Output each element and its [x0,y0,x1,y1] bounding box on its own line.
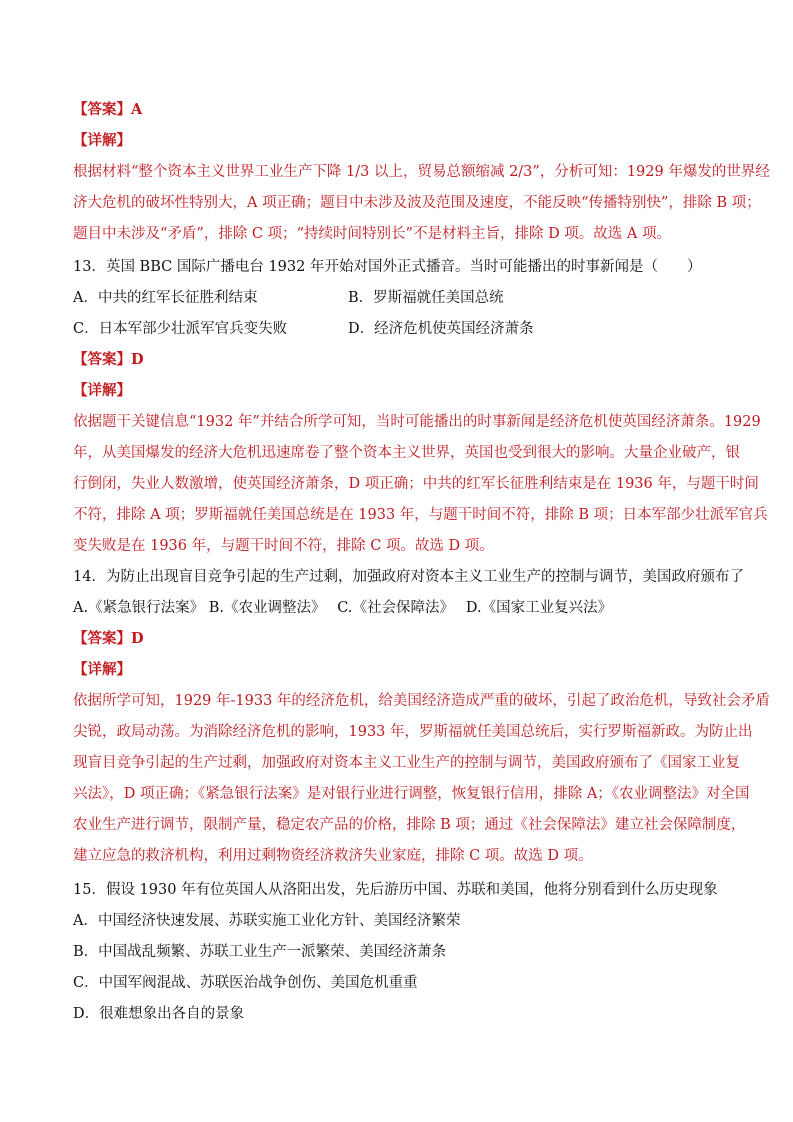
q13-option-b: B．罗斯福就任美国总统 [348,290,504,306]
explanation-line: 济大危机的破坏性特别大，A 项正确；题目中未涉及波及范围及速度，不能反映“传播特别快”，排除 B 项； [73,195,761,211]
q15-option-b: B．中国战乱频繁、苏联工业生产一派繁荣、美国经济萧条 [73,944,447,960]
question-14: 14．为防止出现盲目竞争引起的生产过剩，加强政府对资本主义工业生产的控制与调节，美国政府颁布了 [73,569,744,585]
detail-label: 【详解】 [73,661,131,678]
answer-label: 【答案】D [73,630,144,647]
answer-label: 【答案】D [73,351,144,368]
question-13: 13．英国 BBC 国际广播电台 1932 年开始对国外正式播音。当时可能播出的时事新闻是（ ） [73,259,702,275]
explanation-line: 依据题干关键信息“1932 年”并结合所学可知，当时可能播出的时事新闻是经济危机使英国经济萧条。1929 [73,414,761,430]
answer-label: 【答案】A [73,101,143,118]
q13-option-d: D．经济危机使英国经济萧条 [348,321,534,337]
q15-option-d: D．很难想象出各自的景象 [73,1006,245,1022]
explanation-line: 变失败是在 1936 年，与题干时间不符，排除 C 项。故选 D 项。 [73,538,494,554]
explanation-line: 尖锐，政局动荡。为消除经济危机的影响，1933 年，罗斯福就任美国总统后，实行罗斯福新政。为防止出 [73,724,753,740]
q15-option-c: C．中国军阀混战、苏联医治战争创伤、美国危机重重 [73,975,418,991]
question-15: 15．假设 1930 年有位英国人从洛阳出发，先后游历中国、苏联和美国，他将分别看到什么历史现象 [73,882,718,898]
explanation-line: 题目中未涉及“矛盾”，排除 C 项；“持续时间特别长”不是材料主旨，排除 D 项。故选 A 项。 [73,226,671,242]
explanation-line: 行倒闭，失业人数激增，使英国经济萧条，D 项正确；中共的红军长征胜利结束是在 1936 年，与题干时间 [73,476,759,492]
explanation-line: 农业生产进行调节，限制产量，稳定农产品的价格，排除 B 项；通过《社会保障法》建立社会保障制度， [73,817,746,833]
explanation-line: 年，从美国爆发的经济大危机迅速席卷了整个资本主义世界，英国也受到很大的影响。大量企业破产，银 [73,445,740,461]
detail-label: 【详解】 [73,382,131,399]
explanation-line: 依据所学可知，1929 年-1933 年的经济危机，给美国经济造成严重的破坏，引起了政治危机，导致社会矛盾 [73,693,770,709]
explanation-line: 不符，排除 A 项；罗斯福就任美国总统是在 1933 年，与题干时间不符，排除 B 项；日本军部少壮派军官兵 [73,507,768,523]
explanation-line: 兴法》，D 项正确；《紧急银行法案》是对银行业进行调整，恢复银行信用，排除 A；《农业调整法》对全国 [73,786,750,802]
q13-option-c: C．日本军部少壮派军官兵变失败 [73,321,288,337]
q13-option-a: A．中共的红军长征胜利结束 [73,290,258,306]
explanation-line: 现盲目竞争引起的生产过剩，加强政府对资本主义工业生产的控制与调节，美国政府颁布了《国家工业复 [73,755,740,771]
explanation-line: 根据材料“整个资本主义世界工业生产下降 1/3 以上，贸易总额缩减 2/3”，分析可知：1929 年爆发的世界经 [73,164,770,180]
q15-option-a: A．中国经济快速发展、苏联实施工业化方针、美国经济繁荣 [73,913,461,929]
explanation-line: 建立应急的救济机构，利用过剩物资经济救济失业家庭，排除 C 项。故选 D 项。 [73,848,593,864]
detail-label: 【详解】 [73,132,131,149]
q14-options: A.《紧急银行法案》 B.《农业调整法》 C.《社会保障法》 D.《国家工业复兴法》 [73,600,613,616]
